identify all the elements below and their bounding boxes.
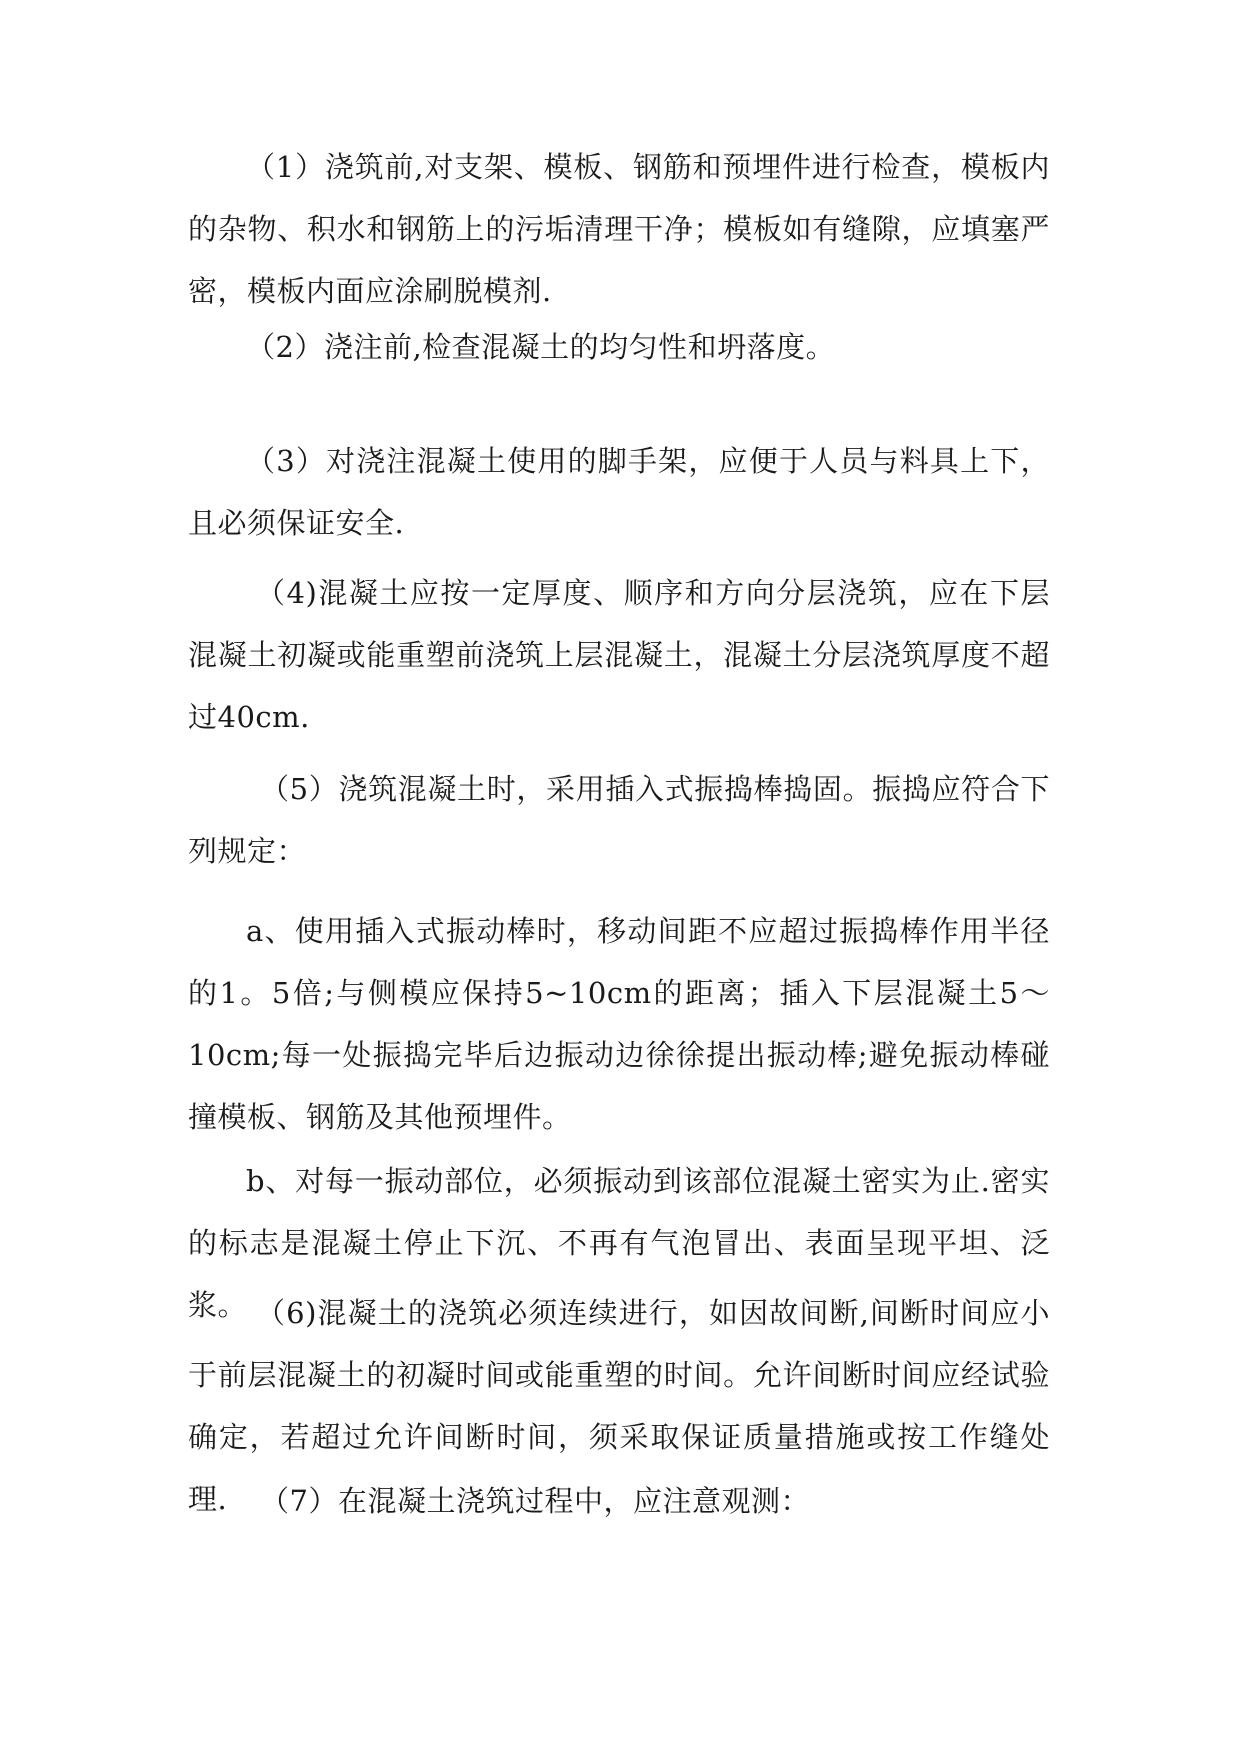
paragraph-item-5: （5）浇筑混凝土时，采用插入式振捣棒捣固。振捣应符合下列规定：: [188, 772, 1050, 868]
paragraph-item-1: （1）浇筑前,对支架、模板、钢筋和预埋件进行检查，模板内的杂物、积水和钢筋上的污垢清理干净；模板如有缝隙，应填塞严密，模板内面应涂刷脱模剂.: [188, 150, 1050, 308]
paragraph-item-7: （7）在混凝土浇筑过程中，应注意观测：: [260, 1484, 810, 1518]
paragraph-item-b: b、对每一振动部位，必须振动到该部位混凝土密实为止.密实的标志是混凝土停止下沉、不再有气泡冒出、表面呈现平坦、泛浆。: [188, 1164, 1050, 1322]
paragraph-item-a: a、使用插入式振动棒时，移动间距不应超过振捣棒作用半径的1。5倍;与侧模应保持5~10cm的距离；插入下层混凝土5～10cm;每一处振捣完毕后边振动边徐徐提出振动棒;避免振动棒碰撞模板、钢筋及其他预埋件。: [188, 914, 1050, 1134]
paragraph-item-4: （4)混凝土应按一定厚度、顺序和方向分层浇筑，应在下层混凝土初凝或能重塑前浇筑上层混凝土，混凝土分层浇筑厚度不超过40cm.: [188, 576, 1050, 734]
paragraph-item-3: （3）对浇注混凝土使用的脚手架，应便于人员与料具上下，且必须保证安全.: [188, 444, 1050, 540]
paragraph-item-6: （6)混凝土的浇筑必须连续进行，如因故间断,间断时间应小于前层混凝土的初凝时间或能重塑的时间。允许间断时间应经试验确定，若超过允许间断时间，须采取保证质量措施或按工作缝处理.: [188, 1296, 1050, 1516]
paragraph-item-2: （2）浇注前,检查混凝土的均匀性和坍落度。: [246, 330, 836, 364]
